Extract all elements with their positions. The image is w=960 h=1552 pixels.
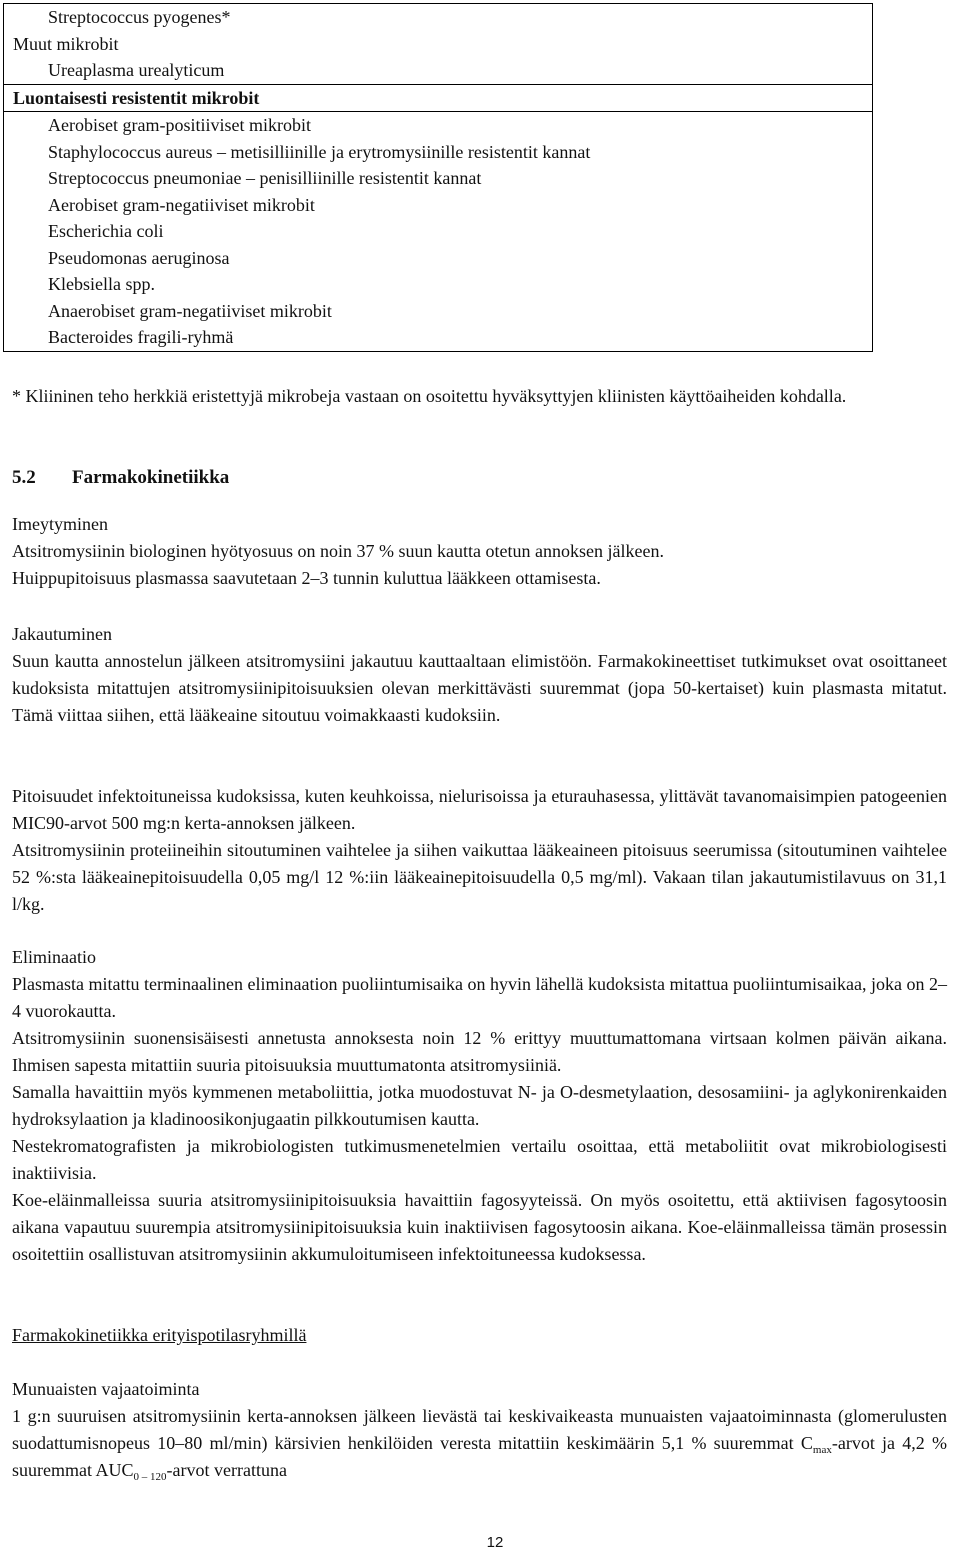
cmax-subscript: max bbox=[812, 1444, 832, 1456]
paragraph: Nestekromatografisten ja mikrobiologisten tutkimusmenetelmien vertailu osoittaa, että metaboliitit ovat mikrobiologisesti inaktiivisia. bbox=[12, 1136, 947, 1183]
table-row: Muut mikrobit bbox=[13, 33, 119, 54]
paragraph: 1 g:n suuruisen atsitromysiinin kerta-annoksen jälkeen lievästä tai keskivaikeasta munuaisten vajaatoiminnasta (glomerulusten suodattumisnopeus 10–80 ml/min) kärsivien henkilöiden veresta mitattiin keskimäärin 5,1 % suuremmat $C_{max}$-arvot ja 4,2 % suuremmat $AUC_{0 - 120}$-arvot verrattuna bbox=[12, 1406, 947, 1483]
paragraph: Plasmasta mitattu terminaalinen eliminaation puoliintumisaika on hyvin lähellä kudoksista mitattua puoliintumisaikaa, joka on 2–4 vuorokautta. bbox=[12, 974, 947, 1021]
section-number: 5.2 bbox=[12, 467, 36, 488]
imeytyminen-section bbox=[12, 511, 947, 592]
subsection-heading: Jakautuminen bbox=[12, 624, 112, 644]
footnote bbox=[12, 383, 947, 410]
paragraph: Suun kautta annostelun jälkeen atsitromysiini jakautuu kauttaaltaan elimistöön. Farmakokineettiset tutkimukset ovat osoittaneet kudoksista mitattujen atsitromysiinipitoisuuksien olevan merkittävästi suuremmat (jopa 50-kertaiset) kuin plasmasta mitatut. Tämä viittaa siihen, että lääkeaine sitoutuu voimakkaasti kudoksiin. bbox=[12, 651, 947, 725]
paragraph: Samalla havaittiin myös kymmenen metaboliittia, jotka muodostuvat N- ja O-desmetylaation, desosamiini- ja aglykonirenkaiden hydroksylaation ja kladinoosikonjugaatin pilkkoutumisen kautta. bbox=[12, 1082, 947, 1129]
paragraph: Atsitromysiinin proteiineihin sitoutuminen vaihtelee ja siihen vaikuttaa lääkeaineen pitoisuus seerumissa (sitoutuminen vaihtelee 52 %:sta lääkeainepitoisuudella 0,05 mg/l 12 %:iin lääkeainepitoisuudella 0,5 mg/ml). Vakaan tilan jakautumistilavuus on 31,1 l/kg. bbox=[12, 840, 947, 914]
eliminaatio-section bbox=[12, 944, 947, 1268]
table-row: Staphylococcus aureus – metisilliinille ja erytromysiinille resistentit kannat bbox=[48, 141, 591, 162]
table-row: Bacteroides fragili-ryhmä bbox=[48, 327, 234, 347]
table-row: Klebsiella spp. bbox=[48, 274, 155, 294]
table-header-row: Luontaisesti resistentit mikrobit bbox=[4, 84, 872, 113]
sub-subsection-heading: Munuaisten vajaatoiminta bbox=[12, 1379, 200, 1399]
subsection-heading: Eliminaatio bbox=[12, 947, 96, 967]
table-row: Streptococcus pyogenes* bbox=[48, 7, 231, 27]
paragraph: Atsitromysiinin biologinen hyötyosuus on noin 37 % suun kautta otetun annoksen jälkeen. bbox=[12, 541, 664, 561]
table-row: Aerobiset gram-positiiviset mikrobit bbox=[48, 115, 311, 135]
munuaisten-vajaatoiminta-section bbox=[12, 1376, 947, 1484]
erityispotilasryhmat-heading-block bbox=[12, 1322, 947, 1349]
page-number: 12 bbox=[486, 1534, 504, 1551]
paragraph: Huippupitoisuus plasmassa saavutetaan 2–3 tunnin kuluttua lääkkeen ottamisesta. bbox=[12, 568, 601, 588]
table-row: Ureaplasma urealyticum bbox=[48, 60, 225, 80]
subsection-heading: Farmakokinetiikka erityispotilasryhmillä bbox=[12, 1325, 307, 1345]
section-heading bbox=[12, 464, 947, 491]
section-title: Farmakokinetiikka bbox=[72, 467, 230, 488]
table-row: Streptococcus pneumoniae – penisilliinille resistentit kannat bbox=[48, 168, 482, 188]
table-row: Pseudomonas aeruginosa bbox=[48, 247, 230, 268]
jakautuminen-continued bbox=[12, 783, 947, 918]
table-row: Anaerobiset gram-negatiiviset mikrobit bbox=[48, 300, 332, 321]
footnote-text: * Kliininen teho herkkiä eristettyjä mikrobeja vastaan on osoitettu hyväksyttyjen kliinisten käyttöaiheiden kohdalla. bbox=[12, 386, 847, 406]
paragraph: Pitoisuudet infektoituneissa kudoksissa, kuten keuhkoissa, nielurisoissa ja eturauhasessa, ylittävät tavanomaisimpien patogeenien MIC90-arvot 500 mg:n kerta-annoksen jälkeen. bbox=[12, 786, 947, 833]
subsection-heading: Imeytyminen bbox=[12, 514, 108, 534]
jakautuminen-section bbox=[12, 621, 947, 729]
table-row: Escherichia coli bbox=[48, 221, 164, 241]
table-row: Aerobiset gram-negatiiviset mikrobit bbox=[48, 194, 315, 215]
auc-subscript: 0 – 120 bbox=[133, 1471, 167, 1483]
susceptibility-table bbox=[3, 3, 873, 352]
paragraph: Atsitromysiinin suonensisäisesti annetusta annoksesta noin 12 % erittyy muuttumattomana virtsaan kolmen päivän aikana. Ihmisen sapesta mitattiin suuria pitoisuuksia muuttumatonta atsitromysiiniä. bbox=[12, 1028, 947, 1075]
paragraph: Koe-eläinmalleissa suuria atsitromysiinipitoisuuksia havaittiin fagosyyteissä. On myös osoitettu, että aktiivisen fagosytoosin aikana vapautuu suurempia atsitromysiinipitoisuuksia kuin inaktiivisen fagosytoosin aikana. Koe-eläinmalleissa tämän prosessin osoitettiin osallistuvan atsitromysiinin akkumuloitumiseen infektoituneessa kudoksessa. bbox=[12, 1190, 947, 1264]
